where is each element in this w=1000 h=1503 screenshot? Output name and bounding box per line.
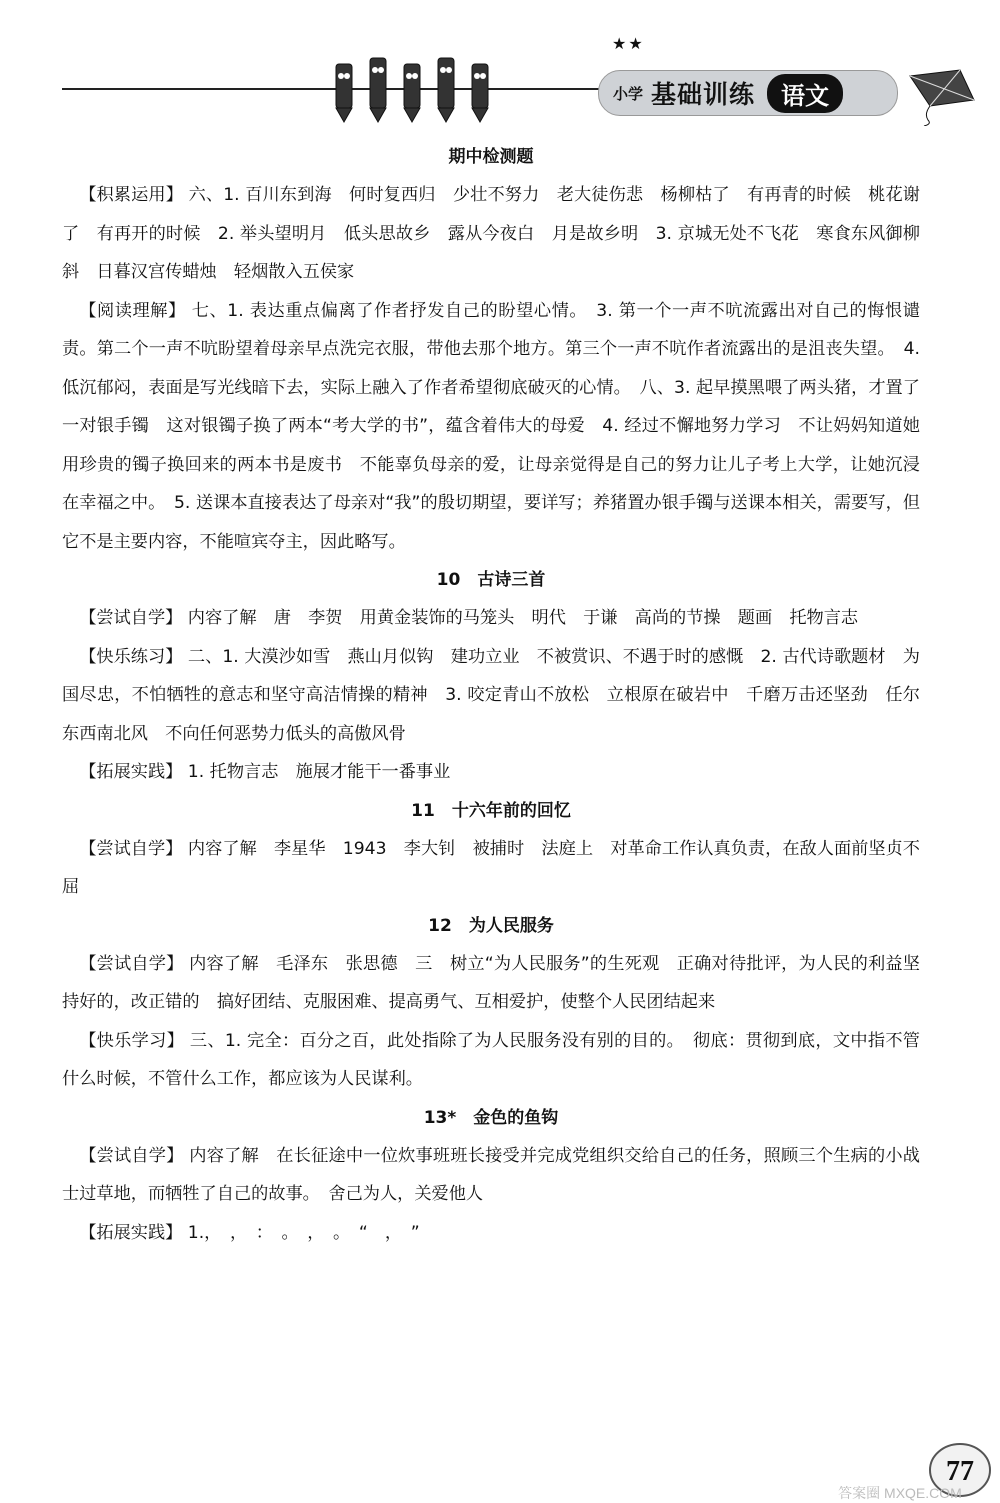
section-title: 10 古诗三首 xyxy=(436,570,546,590)
section-title: 13* 金色的鱼钩 xyxy=(423,1107,559,1128)
section-title: 11 十六年前的回忆 xyxy=(411,800,571,821)
pencil-characters-icon xyxy=(330,50,510,130)
section-lesson-13 xyxy=(62,1099,920,1253)
page-header xyxy=(0,0,1000,140)
answer-paragraph: 【阅读理解】 七、1. 表达重点偏离了作者抒发自己的盼望心情。 3. 第一个一声不吭流露出对自己的悔恨谴责。第二个一声不吭盼望着母亲早点洗完衣服，带他去那个地方。第三个一声不吭作者流露出的是沮丧失望。 4. 低沉郁闷，表面是写光线暗下去，实际上融入了作者希望彻底破灭的心情。 八、3. 起早摸黑喂了两头猪，才置了一对银手镯 这对银镯子换了两本“考大学的书”，蕴含着伟大的母爱 4. 经过不懈地努力学习 不让妈妈知道她用珍贵的镯子换回来的两本书是废书 不能辜负母亲的爱，让母亲觉得是自己的努力让儿子考上大学，让她沉浸在幸福之中。 5. 送课本直接表达了母亲对“我”的殷切期望，要详写；养猪置办银手镯与送课本相关，需要写，但它不是主要内容，不能喧宾夺主，因此略写。 xyxy=(62,300,920,552)
section-title: 期中检测题 xyxy=(448,147,534,167)
section-midterm xyxy=(62,138,920,561)
answer-paragraph: 【积累运用】 六、1. 百川东到海 何时复西归 少壮不努力 老大徒伤悲 杨柳枯了 有再青的时候 桃花谢了 有再开的时候 2. 举头望明月 低头思故乡 露从今夜白 月是故乡明 3. 京城无处不飞花 寒食东风御柳斜 日暮汉宫传蜡烛 轻烟散入五侯家 xyxy=(62,185,920,282)
answer-paragraph: 【快乐练习】 二、1. 大漠沙如雪 燕山月似钩 建功立业 不被赏识、不遇于时的感慨 2. 古代诗歌题材 为国尽忠，不怕牺牲的意志和坚守高洁情操的精神 3. 咬定青山不放松 立根原在破岩中 千磨万击还坚劲 任尔东西南北风 不向任何恶势力低头的高傲风骨 xyxy=(62,646,920,744)
answer-paragraph: 【快乐学习】 三、1. 完全：百分之百，此处指除了为人民服务没有别的目的。 彻底：贯彻到底，文中指不管什么时候，不管什么工作，都应该为人民谋利。 xyxy=(62,1030,920,1089)
section-title: 12 为人民服务 xyxy=(428,915,554,936)
subject-badge: 语文 xyxy=(767,74,843,113)
section-lesson-10 xyxy=(62,561,920,792)
answer-paragraph: 【尝试自学】 内容了解 李星华 1943 李大钊 被捕时 法庭上 对革命工作认真负责，在敌人面前坚贞不屈 xyxy=(62,838,920,897)
series-title: 基础训练 xyxy=(651,80,756,109)
answer-paragraph: 【拓展实践】 1.， ， ： 。 ， 。 “ ， ” xyxy=(79,1222,420,1243)
section-lesson-12 xyxy=(62,907,920,1099)
page-number-badge xyxy=(800,1400,1000,1503)
answer-paragraph: 【尝试自学】 内容了解 毛泽东 张思德 三 树立“为人民服务”的生死观 正确对待批评，为人民的利益坚持好的，改正错的 搞好团结、克服困难、提高勇气、互相爱护，使整个人民团结起来 xyxy=(62,953,920,1012)
section-lesson-11 xyxy=(62,792,920,907)
series-small-label: 小学 xyxy=(613,84,644,103)
answer-paragraph: 【拓展实践】 1. 托物言志 施展才能干一番事业 xyxy=(79,762,451,782)
answer-paragraph: 【尝试自学】 内容了解 唐 李贺 用黄金装饰的马笼头 明代 于谦 高尚的节操 题画 托物言志 xyxy=(79,608,859,628)
stars-icon: ★★ xyxy=(612,34,645,53)
series-brand xyxy=(598,70,898,116)
page-number: 77 xyxy=(946,1456,974,1487)
answer-paragraph: 【尝试自学】 内容了解 在长征途中一位炊事班班长接受并完成党组织交给自己的任务，照顾三个生病的小战士过草地，而牺牲了自己的故事。 舍己为人，关爱他人 xyxy=(62,1145,920,1204)
answer-content xyxy=(62,138,920,1252)
kite-icon xyxy=(900,66,980,126)
watermark-logo: 答案圈 MXQE.COM xyxy=(838,1485,962,1501)
